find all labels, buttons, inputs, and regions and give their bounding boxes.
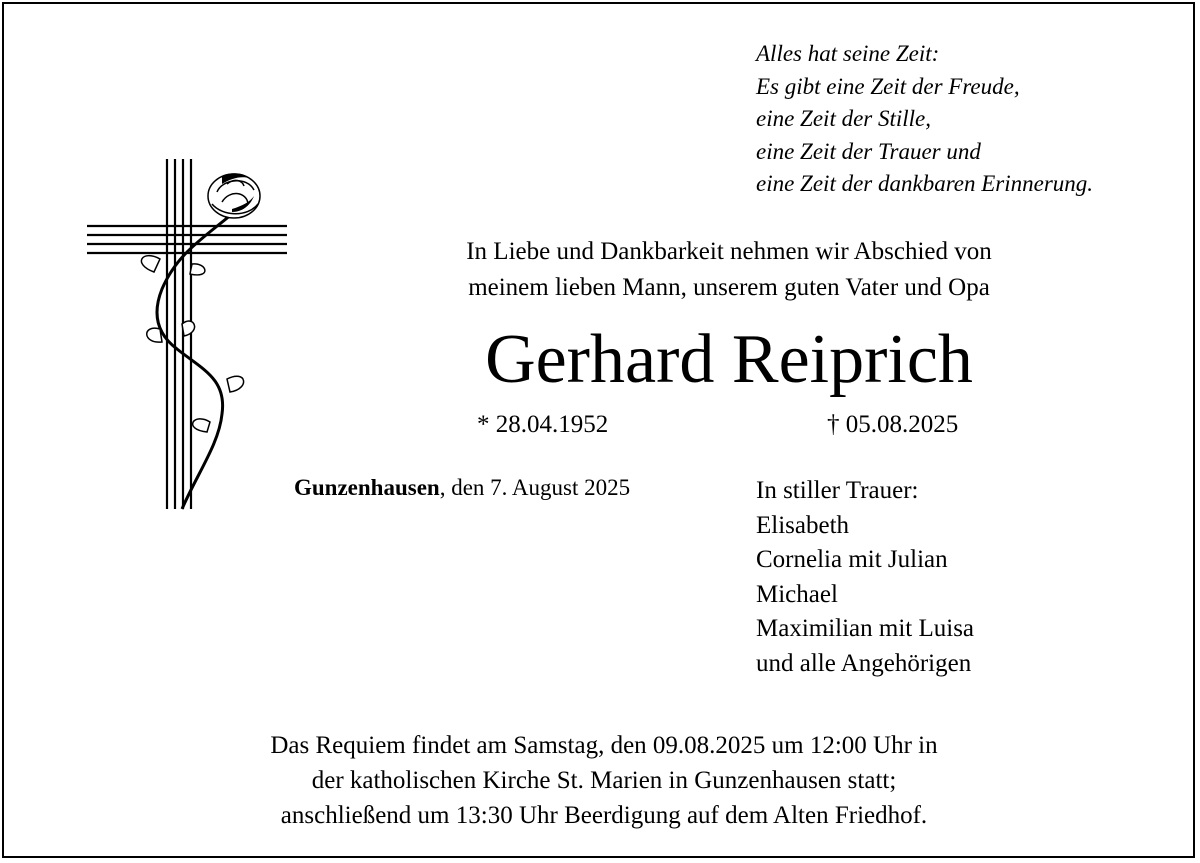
- place-name: Gunzenhausen: [294, 475, 440, 500]
- intro-line: In Liebe und Dankbarkeit nehmen wir Abschied von: [466, 238, 992, 265]
- service-line: Das Requiem findet am Samstag, den 09.08.2025 um 12:00 Uhr in: [270, 732, 938, 759]
- service-line: der katholischen Kirche St. Marien in Gunzenhausen statt;: [311, 767, 897, 794]
- place-date: [294, 472, 630, 504]
- poem-line: eine Zeit der Trauer und: [756, 138, 981, 164]
- death-date: † 05.08.2025: [827, 411, 959, 438]
- mourners-list: [756, 474, 974, 681]
- intro-line: meinem lieben Mann, unserem guten Vater und Opa: [468, 274, 990, 301]
- notice-date: , den 7. August 2025: [439, 475, 631, 500]
- mourners-heading: In stiller Trauer:: [756, 477, 919, 504]
- poem-line: Alles hat seine Zeit:: [756, 41, 940, 66]
- birth-date: * 28.04.1952: [477, 411, 609, 438]
- deceased-name: Gerhard Reiprich: [485, 321, 973, 398]
- poem-line: eine Zeit der Stille,: [756, 106, 932, 131]
- mourner-name: Michael: [756, 580, 838, 608]
- service-info: [104, 728, 1104, 833]
- service-line: anschließend um 13:30 Uhr Beerdigung auf dem Alten Friedhof.: [280, 802, 928, 829]
- obituary-notice: [2, 2, 1195, 858]
- poem-line: Es gibt eine Zeit der Freude,: [756, 73, 1020, 99]
- mourner-name: Elisabeth: [756, 511, 850, 539]
- mourner-name: Cornelia mit Julian: [756, 546, 948, 573]
- poem-line: eine Zeit der dankbaren Erinnerung.: [756, 171, 1094, 196]
- mourner-name: und alle Angehörigen: [756, 649, 972, 677]
- mourner-name: Maximilian mit Luisa: [756, 615, 975, 642]
- poem: [756, 38, 1093, 201]
- intro-text: [344, 234, 1114, 306]
- cross-with-rose-icon: [82, 154, 297, 519]
